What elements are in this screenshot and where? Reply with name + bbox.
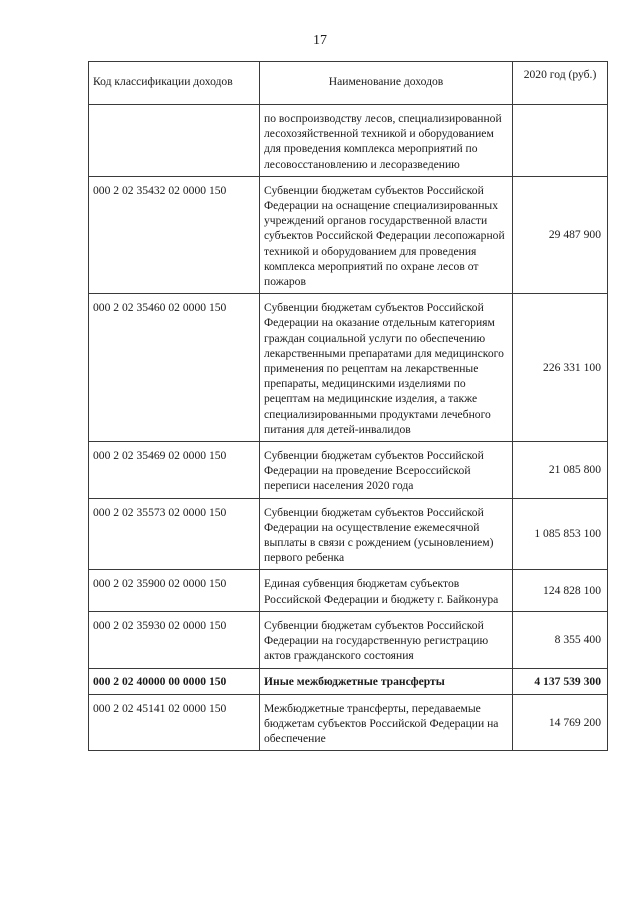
row-amount: 226 331 100: [513, 294, 608, 442]
row-amount: 124 828 100: [513, 570, 608, 611]
row-amount: 4 137 539 300: [513, 668, 608, 694]
header-amount: 2020 год (руб.): [513, 62, 608, 105]
row-name: Единая субвенция бюджетам субъектов Российской Федерации и бюджету г. Байконура: [260, 570, 513, 611]
row-name: Иные межбюджетные трансферты: [260, 668, 513, 694]
row-code: [89, 105, 260, 177]
row-name: Субвенции бюджетам субъектов Российской Федерации на оснащение специализированных учреждений органов государственной власти субъектов Российской Федерации лесопожарной техникой и оборудованием для проведения комплекса мероприятий по охране лесов от пожаров: [260, 176, 513, 293]
row-code: 000 2 02 35469 02 0000 150: [89, 442, 260, 499]
table-row-section-total: [89, 668, 608, 694]
header-name: Наименование доходов: [260, 62, 513, 105]
row-code: 000 2 02 35432 02 0000 150: [89, 176, 260, 293]
row-name: по воспроизводству лесов, специализированной лесохозяйственной техникой и оборудованием для проведения комплекса мероприятий по лесовосстановлению и лесоразведению: [260, 105, 513, 177]
row-amount: 29 487 900: [513, 176, 608, 293]
row-name: Субвенции бюджетам субъектов Российской Федерации на государственную регистрацию актов гражданского состояния: [260, 611, 513, 668]
table-row: [89, 694, 608, 751]
row-amount: 14 769 200: [513, 694, 608, 751]
row-amount: [513, 105, 608, 177]
row-name: Субвенции бюджетам субъектов Российской Федерации на проведение Всероссийской переписи населения 2020 года: [260, 442, 513, 499]
row-name: Межбюджетные трансферты, передаваемые бюджетам субъектов Российской Федерации на обеспечение: [260, 694, 513, 751]
header-code: Код классификации доходов: [89, 62, 260, 105]
row-code: 000 2 02 35900 02 0000 150: [89, 570, 260, 611]
table-header-row: [89, 62, 608, 105]
row-name: Субвенции бюджетам субъектов Российской Федерации на осуществление ежемесячной выплаты в связи с рождением (усыновлением) первого ребенка: [260, 498, 513, 570]
table-row: [89, 105, 608, 177]
revenue-table: [88, 61, 608, 751]
table-row: [89, 176, 608, 293]
row-amount: 21 085 800: [513, 442, 608, 499]
row-amount: 8 355 400: [513, 611, 608, 668]
row-code: 000 2 02 35930 02 0000 150: [89, 611, 260, 668]
row-code: 000 2 02 35573 02 0000 150: [89, 498, 260, 570]
page-number: 17: [313, 33, 327, 48]
table-row: [89, 294, 608, 442]
row-name: Субвенции бюджетам субъектов Российской Федерации на оказание отдельным категориям граждан социальной услуги по обеспечению лекарственными препаратами для медицинского применения по рецептам на лекарственные препараты, медицинскими изделиями по рецептам на медицинские изделия, а также специализированными продуктами лечебного питания для детей-инвалидов: [260, 294, 513, 442]
row-code: 000 2 02 35460 02 0000 150: [89, 294, 260, 442]
table-row: [89, 570, 608, 611]
row-code: 000 2 02 45141 02 0000 150: [89, 694, 260, 751]
row-code: 000 2 02 40000 00 0000 150: [89, 668, 260, 694]
table-row: [89, 611, 608, 668]
table-row: [89, 442, 608, 499]
row-amount: 1 085 853 100: [513, 498, 608, 570]
table-row: [89, 498, 608, 570]
